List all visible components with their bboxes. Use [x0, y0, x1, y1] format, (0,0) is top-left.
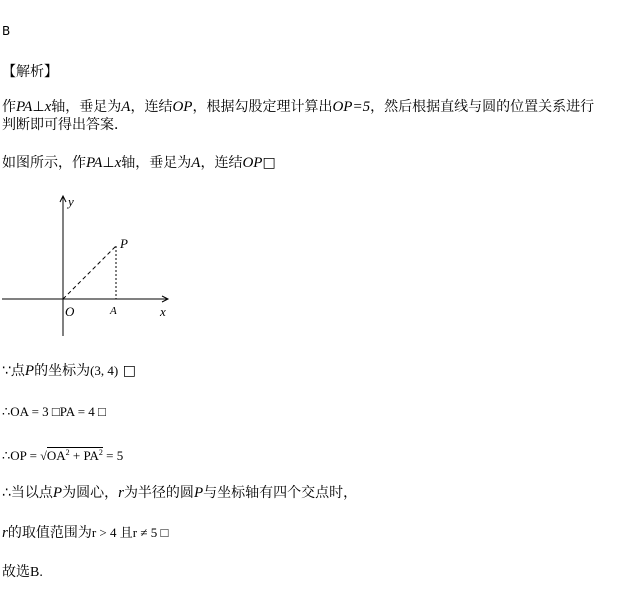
answer-label: B [2, 24, 11, 38]
section-title: 【解析】 [2, 64, 58, 80]
conclusion: 故选B. [2, 564, 43, 580]
analysis-line-1: 作PA⊥x轴，垂足为A，连结OP，根据勾股定理计算出OP=5，然后根据直线与圆的位置关系进行 [2, 99, 595, 115]
intro-line: 如图所示，作PA⊥x轴，垂足为A，连结OP□ [2, 155, 276, 171]
step-op: ∴OP = $√OA^2 + PA^2 = 5$ [2, 448, 124, 463]
step-oa-pa: ∴OA = 3 □PA = 4 □ [2, 404, 106, 419]
coordinate-figure [0, 188, 190, 338]
origin-label: O [65, 304, 75, 319]
analysis-line-2: 判断即可得出答案． [2, 117, 128, 133]
step-circle: ∴当以点P为圆心，r为半径的圆P与坐标轴有四个交点时， [2, 485, 358, 501]
segment-op [63, 246, 116, 299]
step-point-p: ∵点P的坐标为(3, 4) □ [2, 363, 136, 379]
step-range: r的取值范围为r > 4 且r ≠ 5 □ [2, 525, 169, 541]
sqrt-expression: $OA^2 + PA^2$ [46, 448, 103, 463]
x-axis-label: x [160, 304, 166, 319]
point-a-label: A [110, 305, 117, 317]
point-p-label: P [120, 236, 128, 251]
y-axis-label: y [68, 194, 74, 209]
